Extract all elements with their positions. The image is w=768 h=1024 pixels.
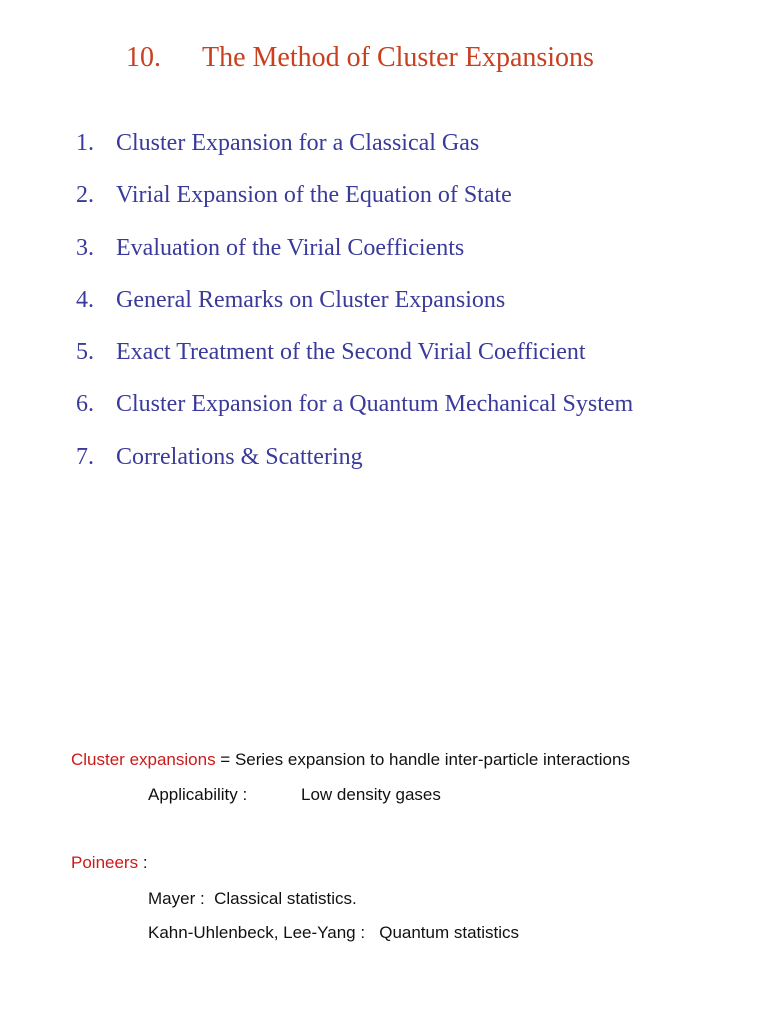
definition-line [71,750,630,770]
toc-item-label: Exact Treatment of the Second Virial Coefficient [116,339,586,366]
toc-item-label: Cluster Expansion for a Quantum Mechanical System [116,391,634,418]
toc-item-number: 4. [76,286,94,313]
toc-item-label: Correlations & Scattering [116,443,363,470]
toc-item-label: General Remarks on Cluster Expansions [116,286,506,313]
toc-item-number: 1. [76,130,94,156]
applicability-value: Low density gases [301,785,441,804]
toc-item-number: 5. [76,339,94,366]
applicability-line [148,785,441,805]
toc-item-label: Virial Expansion of the Equation of State [116,182,512,209]
applicability-label: Applicability : [148,785,248,804]
toc-item-number: 2. [76,182,94,209]
pioneers-heading [71,853,148,873]
toc-item [76,333,633,385]
chapter-number: 10. [126,42,161,73]
toc-item [76,385,633,437]
toc-item-number: 3. [76,234,94,261]
page-title [126,42,594,74]
definition-term: Cluster expansions [71,750,216,769]
toc-item-number: 7. [76,443,94,470]
toc-item-label: Evaluation of the Virial Coefficients [116,234,465,261]
toc-item [76,229,633,281]
pioneer-mayer: Mayer : Classical statistics. [148,889,357,908]
pioneer-kahn-uhlenbeck-lee-yang: Kahn-Uhlenbeck, Lee-Yang : Quantum statistics [148,923,520,942]
definition-text: Series expansion to handle inter-particle interactions [234,750,630,769]
toc-item-number: 6. [76,391,94,418]
pioneers-colon: : [138,853,148,872]
toc-item [76,176,633,228]
chapter-title: The Method of Cluster Expansions [202,42,594,73]
definition-equals: = [215,750,235,769]
toc-item-label: Cluster Expansion for a Classical Gas [116,130,480,156]
toc-item [76,281,633,333]
toc-item [76,438,633,490]
toc-item [76,124,633,176]
pioneers-label: Poineers [71,853,139,872]
table-of-contents [76,124,633,490]
